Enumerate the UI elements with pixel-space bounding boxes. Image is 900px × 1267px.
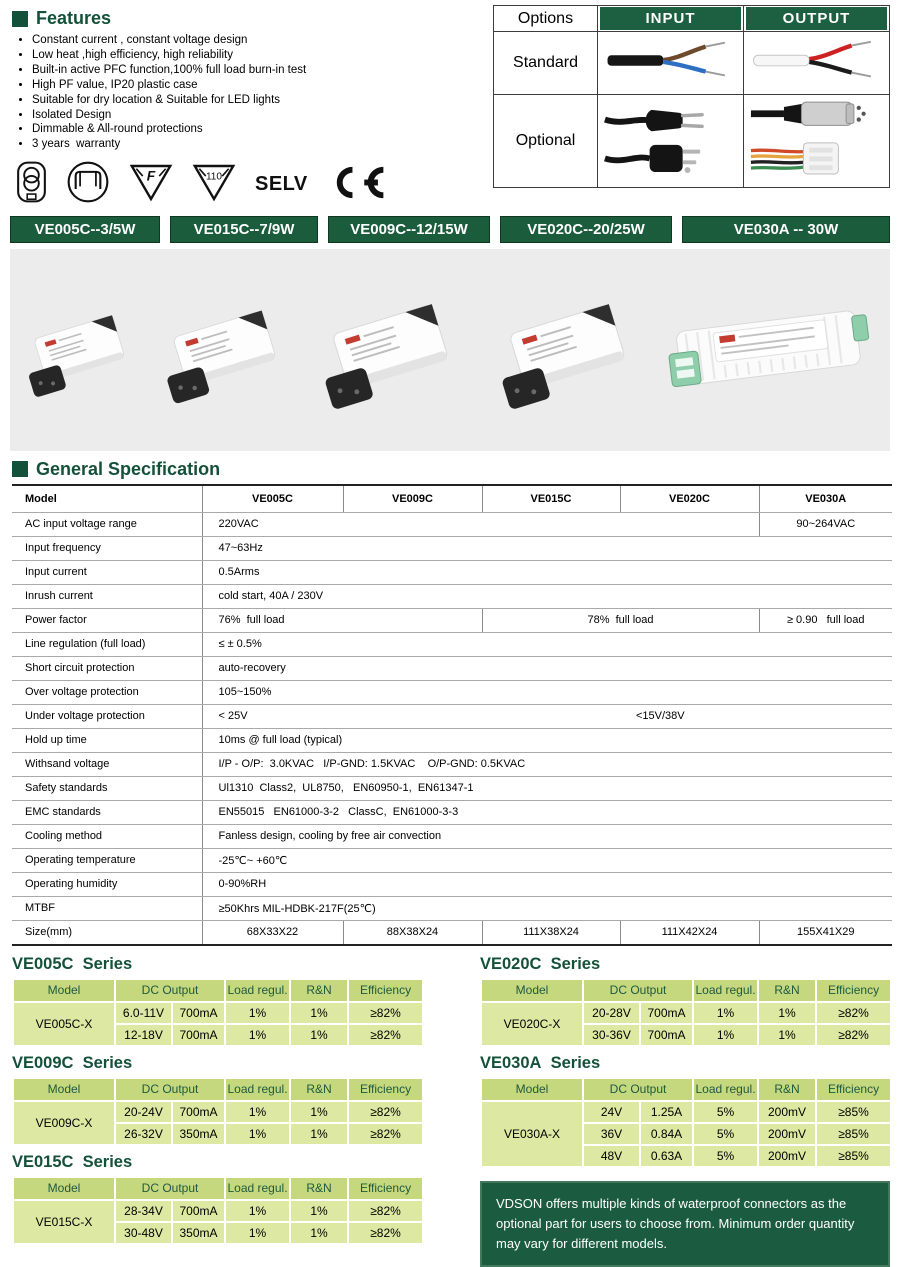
general-spec-title-text: General Specification bbox=[36, 458, 221, 479]
spec-row: Input frequency 47~63Hz bbox=[12, 536, 892, 560]
general-spec-table bbox=[12, 484, 892, 946]
section-bullet-icon bbox=[12, 11, 28, 27]
feature-item: • Isolated Design bbox=[32, 108, 484, 122]
series-section bbox=[12, 948, 890, 1267]
spec-row: Size(mm) 68X33X22 88X38X24 111X38X24 111X42X24 155X41X29 bbox=[12, 920, 892, 945]
model-banner: VE015C--7/9W bbox=[170, 216, 318, 243]
table-row: 48V 0.63A 5% 200mV ≥85% bbox=[481, 1145, 891, 1167]
input-column-header: INPUT bbox=[598, 6, 744, 32]
independent-control-gear-icon bbox=[66, 160, 110, 209]
feature-item: • Constant current , constant voltage design bbox=[32, 33, 484, 47]
spec-row: Power factor 76% full load 78% full load ≥ 0.90 full load bbox=[12, 608, 892, 632]
spec-row: Input current 0.5Arms bbox=[12, 560, 892, 584]
spec-row: AC input voltage range 220VAC 90~264VAC bbox=[12, 512, 892, 536]
spec-row: Cooling method Fanless design, cooling by free air convection bbox=[12, 824, 892, 848]
general-spec-section bbox=[12, 459, 890, 946]
table-row: 30-36V 700mA 1% 1% ≥82% bbox=[481, 1024, 891, 1046]
feature-item: • Dimmable & All-round protections bbox=[32, 122, 484, 136]
model-banner: VE020C--20/25W bbox=[500, 216, 672, 243]
features-title bbox=[12, 8, 484, 29]
spec-row: Operating temperature -25℃~ +60℃ bbox=[12, 848, 892, 872]
led-driver-photo bbox=[486, 264, 644, 436]
spec-row: Safety standards Ul1310 Class2, UL8750, EN60950-1, EN61347-1 bbox=[12, 776, 892, 800]
model-banners-row bbox=[10, 216, 890, 243]
table-row: 26-32V 350mA 1% 1% ≥82% bbox=[13, 1123, 423, 1145]
feature-item: • Low heat ,high efficiency, high reliability bbox=[32, 48, 484, 62]
spec-row: Operating humidity 0-90%RH bbox=[12, 872, 892, 896]
ve005c-series-title: VE005C Series bbox=[12, 954, 133, 973]
feature-item: • Built-in active PFC function,100% full load burn-in test bbox=[32, 63, 484, 77]
series-left-column bbox=[12, 948, 422, 1267]
spec-row: EMC standards EN55015 EN61000-3-2 ClassC, EN61000-3-3 bbox=[12, 800, 892, 824]
table-row: VE015C-X 28-34V 700mA 1% 1% ≥82% bbox=[13, 1200, 423, 1222]
ve030a-series-title: VE030A Series bbox=[480, 1053, 601, 1072]
table-row: VE005C-X 6.0-11V 700mA 1% 1% ≥82% bbox=[13, 1002, 423, 1024]
features-block bbox=[12, 5, 484, 209]
ve015c-series-title: VE015C Series bbox=[12, 1152, 133, 1171]
ve009c-series-table: Model DC Output Load regul. R&N Efficiency VE009C-X 20-24V 700mA 1% 1% ≥82% 26-32V 350mA 1% 1% ≥82% bbox=[12, 1077, 424, 1146]
model-banner: VE030A -- 30W bbox=[682, 216, 890, 243]
table-row: 12-18V 700mA 1% 1% ≥82% bbox=[13, 1024, 423, 1046]
feature-item: • High PF value, IP20 plastic case bbox=[32, 78, 484, 92]
ve020c-series-title: VE020C Series bbox=[480, 954, 601, 973]
series-right-column bbox=[480, 948, 890, 1267]
led-driver-photo bbox=[309, 264, 467, 436]
product-photos-strip bbox=[10, 249, 890, 451]
led-driver-photo bbox=[19, 276, 137, 424]
waterproof-connectors-note: VDSON offers multiple kinds of waterproof connectors as the optional part for users to choose from. Minimum order quantity may vary for different models. bbox=[480, 1181, 890, 1267]
led-driver-photo bbox=[156, 270, 290, 430]
optional-row-label: Optional bbox=[494, 95, 598, 188]
class2-insulation-icon bbox=[16, 160, 47, 209]
ve005c-series-table: Model DC Output Load regul. R&N Efficiency VE005C-X 6.0-11V 700mA 1% 1% ≥82% 12-18V 700mA 1% 1% ≥82% bbox=[12, 978, 424, 1047]
feature-item: • 3 years warranty bbox=[32, 137, 484, 151]
ce-mark-icon bbox=[327, 165, 387, 205]
feature-item: • Suitable for dry location & Suitable for LED lights bbox=[32, 93, 484, 107]
table-row: 30-48V 350mA 1% 1% ≥82% bbox=[13, 1222, 423, 1244]
certification-icons-row bbox=[16, 161, 484, 209]
ta-110-icon bbox=[192, 163, 236, 207]
table-row: VE009C-X 20-24V 700mA 1% 1% ≥82% bbox=[13, 1101, 423, 1123]
table-row: VE030A-X 24V 1.25A 5% 200mV ≥85% bbox=[481, 1101, 891, 1123]
spec-row: Inrush current cold start, 40A / 230V bbox=[12, 584, 892, 608]
f-mark-icon bbox=[129, 163, 173, 207]
output-column-header: OUTPUT bbox=[744, 6, 890, 32]
general-spec-title bbox=[12, 459, 890, 480]
svg-text:110: 110 bbox=[205, 171, 223, 183]
table-row: VE020C-X 20-28V 700mA 1% 1% ≥82% bbox=[481, 1002, 891, 1024]
model-banner: VE009C--12/15W bbox=[328, 216, 490, 243]
led-driver-photo bbox=[663, 272, 881, 427]
top-section bbox=[0, 0, 900, 209]
standard-output-cable-photo bbox=[744, 32, 890, 95]
spec-row: Short circuit protection auto-recovery bbox=[12, 656, 892, 680]
spec-row: MTBF ≥50Khrs MIL-HDBK-217F(25℃) bbox=[12, 896, 892, 920]
features-title-text: Features bbox=[36, 8, 112, 28]
ve015c-series-table: Model DC Output Load regul. R&N Efficiency VE015C-X 28-34V 700mA 1% 1% ≥82% 30-48V 350mA 1% 1% ≥82% bbox=[12, 1176, 424, 1245]
spec-row: Withsand voltage I/P - O/P: 3.0KVAC I/P-GND: 1.5KVAC O/P-GND: 0.5KVAC bbox=[12, 752, 892, 776]
optional-input-plugs-photo bbox=[598, 95, 744, 188]
table-row: 36V 0.84A 5% 200mV ≥85% bbox=[481, 1123, 891, 1145]
section-bullet-icon bbox=[12, 461, 28, 477]
spec-row: Over voltage protection 105~150% bbox=[12, 680, 892, 704]
ve020c-series-table: Model DC Output Load regul. R&N Efficiency VE020C-X 20-28V 700mA 1% 1% ≥82% 30-36V 700mA 1% 1% ≥82% bbox=[480, 978, 892, 1047]
standard-row-label: Standard bbox=[494, 32, 598, 95]
options-table bbox=[493, 5, 890, 188]
spec-row: Line regulation (full load) ≤ ± 0.5% bbox=[12, 632, 892, 656]
svg-text:F: F bbox=[146, 168, 156, 184]
optional-output-connectors-photo bbox=[744, 95, 890, 188]
standard-input-cable-photo bbox=[598, 32, 744, 95]
spec-header-row: Model VE005C VE009C VE015C VE020C VE030A bbox=[12, 485, 892, 513]
spec-row: Under voltage protection < 25V <15V/38V bbox=[12, 704, 892, 728]
model-banner: VE005C--3/5W bbox=[10, 216, 160, 243]
spec-row: Hold up time 10ms @ full load (typical) bbox=[12, 728, 892, 752]
options-corner-label: Options bbox=[494, 6, 598, 32]
features-list bbox=[16, 33, 484, 152]
ve009c-series-title: VE009C Series bbox=[12, 1053, 133, 1072]
ve030a-series-table: Model DC Output Load regul. R&N Efficiency VE030A-X 24V 1.25A 5% 200mV ≥85% 36V 0.84A 5% 200mV ≥85% 48V 0.63A 5% 200mV ≥85% bbox=[480, 1077, 892, 1168]
selv-mark: SELV bbox=[255, 173, 308, 196]
